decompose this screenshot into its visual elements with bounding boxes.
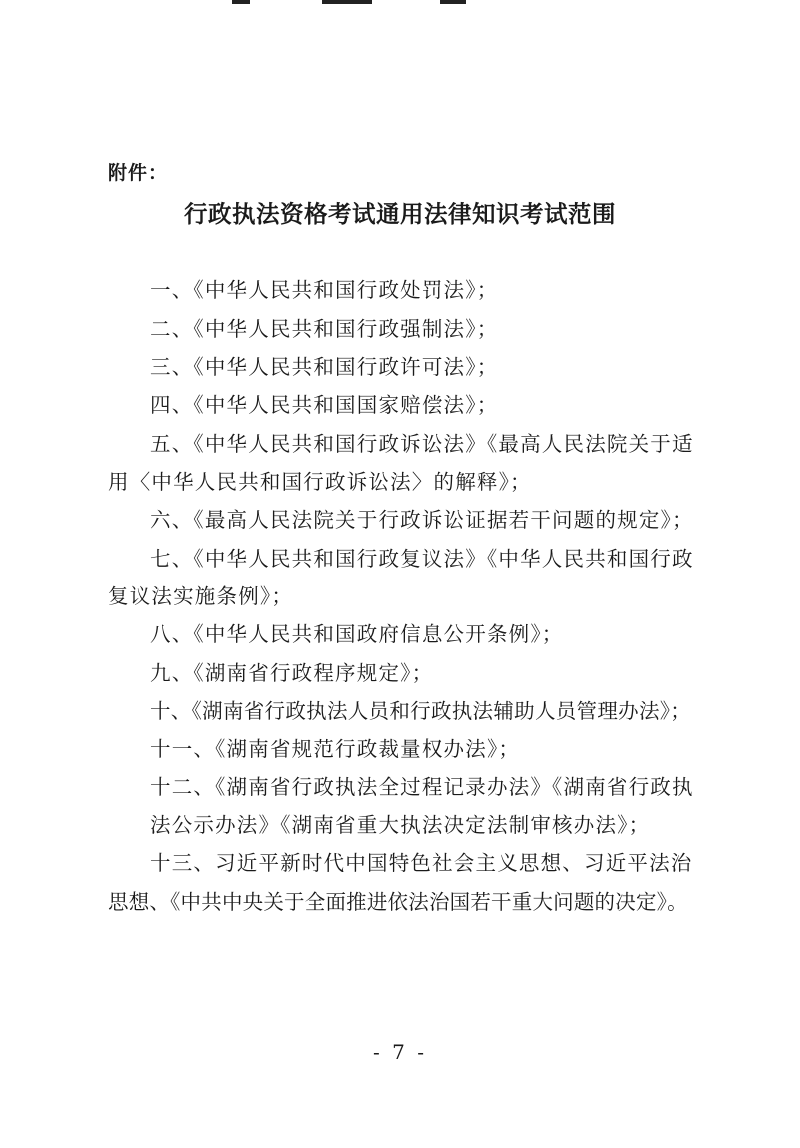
scope-item-line: 二、《中华人民共和国行政强制法》； xyxy=(150,317,499,341)
scan-mark xyxy=(440,0,466,4)
scope-item-line: 用〈中华人民共和国行政诉讼法〉的解释》； xyxy=(108,470,532,494)
scope-item-line: 法公示办法》《湖南省重大执法决定法制审核办法》； xyxy=(150,813,651,837)
scope-item-line: 五、《中华人民共和国行政诉讼法》《最高人民法院关于适 xyxy=(150,432,694,456)
scope-item-line: 七、《中华人民共和国行政复议法》《中华人民共和国行政 xyxy=(150,547,694,571)
scope-item-line: 八、《中华人民共和国政府信息公开条例》； xyxy=(150,622,564,646)
scan-mark xyxy=(232,0,250,4)
document-title: 行政执法资格考试通用法律知识考试范围 xyxy=(184,200,616,228)
scope-item-line: 复议法实施条例》； xyxy=(108,584,294,608)
attachment-label: 附件： xyxy=(108,162,169,184)
scope-item-line: 十一、《湖南省规范行政裁量权办法》； xyxy=(150,737,521,761)
scope-item-line: 十三、习近平新时代中国特色社会主义思想、习近平法治 xyxy=(150,851,693,875)
scope-item-line: 十二、《湖南省行政执法全过程记录办法》《湖南省行政执 xyxy=(150,775,694,799)
scope-item-line: 三、《中华人民共和国行政许可法》； xyxy=(150,355,499,379)
scope-item-line: 四、《中华人民共和国国家赔偿法》； xyxy=(150,393,499,417)
scope-item-line: 十、《湖南省行政执法人员和行政执法辅助人员管理办法》； xyxy=(150,699,692,723)
scope-item-line: 九、《湖南省行政程序规定》； xyxy=(150,661,434,685)
scope-item-line: 思想、《中共中央关于全面推进依法治国若干重大问题的决定》。 xyxy=(108,890,688,914)
page-number: - 7 - xyxy=(373,1040,427,1064)
scope-item-line: 六、《最高人民法院关于行政诉讼证据若干问题的规定》； xyxy=(150,508,694,532)
scope-item-line: 一、《中华人民共和国行政处罚法》； xyxy=(150,278,499,302)
scan-mark xyxy=(322,0,372,4)
